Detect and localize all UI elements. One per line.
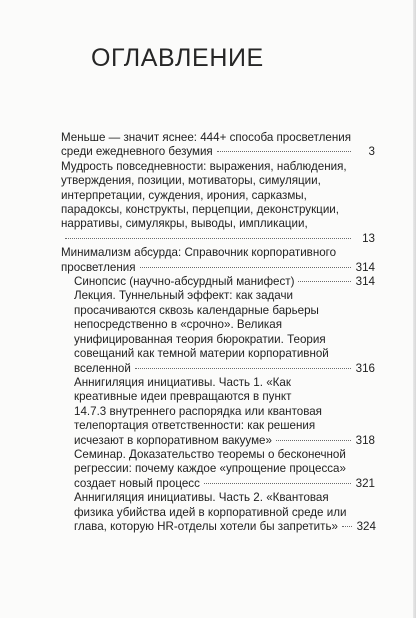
toc-entry-text: Минимализм абсурда: Справочник корпоративного bbox=[61, 246, 337, 260]
toc-entry-text: физика убийства идей в корпоративной среде или bbox=[74, 505, 347, 519]
page-number: 321 bbox=[355, 476, 375, 490]
toc-entry-text: нарративы, симулякры, выводы, импликации, bbox=[61, 217, 308, 231]
toc-entry-text: Мудрость повседневности: выражения, наблюдения, bbox=[61, 159, 347, 173]
toc-entry-text: утверждения, позиции, мотиваторы, симуляции, bbox=[61, 174, 321, 188]
toc-entry-text: Семинар. Доказательство теоремы о бесконечной bbox=[74, 447, 346, 461]
toc-entry-2[interactable] bbox=[61, 160, 375, 246]
page-number: 3 bbox=[368, 145, 375, 159]
toc-entry-text: совещаний как темной материи корпоративной bbox=[74, 347, 329, 361]
leader-dots bbox=[65, 238, 351, 239]
page-title: ОГЛАВЛЕНИЕ bbox=[91, 44, 264, 72]
toc-entry-3[interactable] bbox=[61, 246, 375, 275]
page-number: 314 bbox=[355, 275, 375, 289]
leader-dots bbox=[204, 483, 351, 484]
toc-entry-text: исчезают в корпоративном вакууме» bbox=[74, 433, 272, 447]
toc-entry-8[interactable] bbox=[61, 491, 375, 534]
page-number: 316 bbox=[355, 361, 375, 375]
table-of-contents bbox=[61, 131, 375, 534]
toc-entry-text: Аннигиляция инициативы. Часть 1. «Как bbox=[74, 375, 291, 389]
toc-entry-1[interactable] bbox=[61, 131, 375, 160]
toc-entry-text: глава, которую HR-отделы хотели бы запретить» bbox=[74, 519, 338, 533]
toc-entry-text: Лекция. Туннельный эффект: как задачи bbox=[74, 289, 294, 303]
toc-entry-text: парадоксы, конструкты, перцепции, деконструкции, bbox=[61, 203, 339, 217]
toc-entry-text: среди ежедневного безумия bbox=[61, 145, 213, 159]
page-number: 314 bbox=[355, 260, 375, 274]
leader-dots bbox=[135, 368, 351, 369]
toc-entry-7[interactable] bbox=[61, 448, 375, 491]
leader-dots bbox=[298, 281, 351, 282]
toc-entry-text: унифицированная теория бюрократии. Теория bbox=[74, 332, 326, 346]
toc-entry-text: 14.7.3 внутреннего распорядка или квантовая bbox=[74, 404, 322, 418]
toc-entry-text: креативные идеи превращаются в пункт bbox=[74, 390, 292, 404]
toc-entry-4[interactable] bbox=[61, 275, 375, 289]
page-number: 318 bbox=[355, 433, 375, 447]
page-number: 13 bbox=[362, 231, 375, 245]
toc-entry-text: вселенной bbox=[74, 361, 131, 375]
leader-dots bbox=[217, 151, 351, 152]
leader-dots bbox=[276, 440, 351, 441]
toc-entry-text: создает новый процесс bbox=[74, 476, 200, 490]
toc-entry-text: регрессии: почему каждое «упрощение процесса» bbox=[74, 462, 346, 476]
leader-dots bbox=[140, 267, 352, 268]
toc-entry-6[interactable] bbox=[61, 376, 375, 448]
page-number: 324 bbox=[356, 519, 376, 533]
toc-entry-text: просачиваются сквозь календарные барьеры bbox=[74, 303, 319, 317]
toc-entry-text: Меньше — значит яснее: 444+ способа просветления bbox=[61, 131, 352, 144]
leader-dots bbox=[342, 526, 352, 527]
toc-entry-text: непосредственно в «срочно». Великая bbox=[74, 318, 282, 332]
toc-entry-text: Синопсис (научно-абсурдный манифест) bbox=[74, 275, 295, 289]
toc-entry-text: Аннигиляция инициативы. Часть 2. «Квантовая bbox=[74, 491, 329, 505]
toc-entry-text: просветления bbox=[61, 260, 136, 274]
toc-entry-text: интерпретации, суждения, ирония, сарказмы, bbox=[61, 188, 307, 202]
toc-entry-5[interactable] bbox=[61, 289, 375, 375]
toc-entry-text: телепортация ответственности: как решения bbox=[74, 419, 316, 433]
